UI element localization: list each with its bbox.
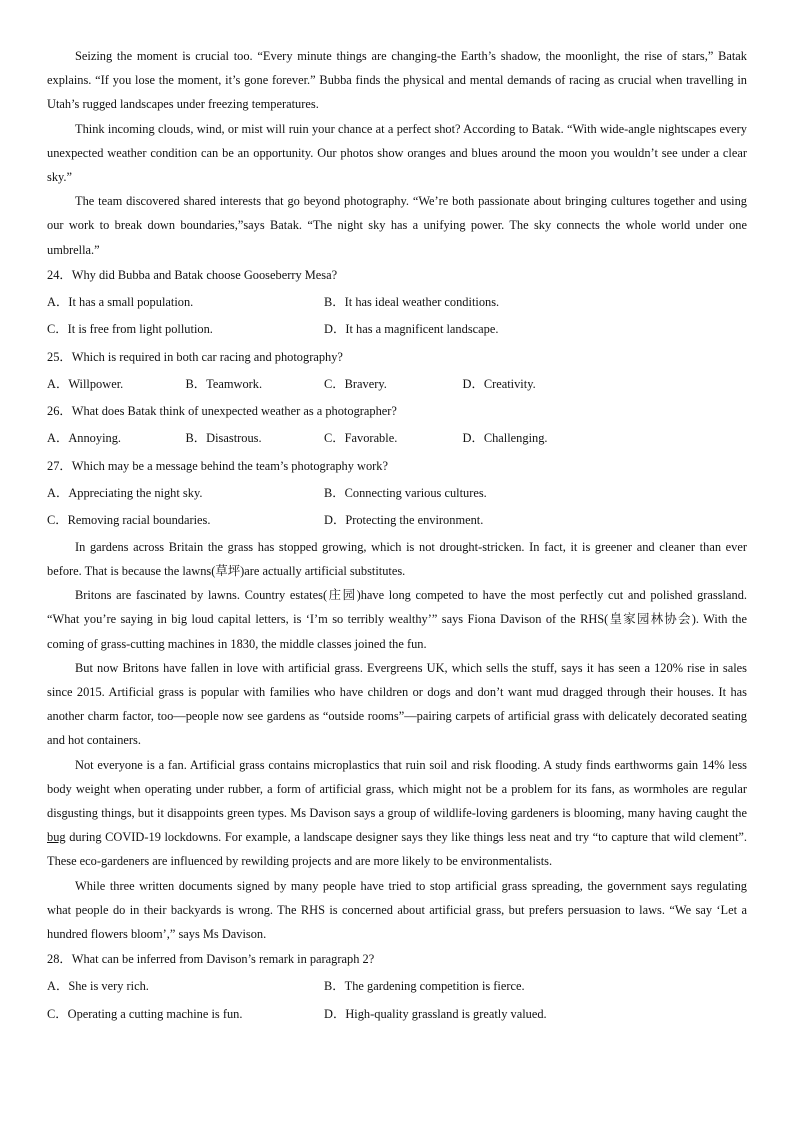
question-28-stem: 28．What can be inferred from Davison’s remark in paragraph 2? bbox=[47, 952, 375, 967]
question-24-stem: 24．Why did Bubba and Batak choose Gooseberry Mesa? bbox=[47, 267, 338, 282]
option-c: C．Removing racial boundaries. bbox=[47, 513, 211, 528]
option-c: C．Bravery. bbox=[324, 376, 387, 391]
question-27-options bbox=[47, 507, 747, 535]
option-a: A．She is very rich. bbox=[47, 979, 149, 994]
paragraph: In gardens across Britain the grass has stopped growing, which is not drought-stricken. In fact, it is greener and cleaner than ever before. That is because the lawns(草坪)are actually artificial substitutes. bbox=[47, 539, 747, 579]
question-25-options bbox=[47, 371, 747, 399]
text-run: during COVID-19 lockdowns. For example, a landscape designer says they like things less neat and try “to capture that wild clement”. These eco-gardeners are influenced by rewilding projects and are more likely to be environmentalists. bbox=[47, 830, 747, 869]
option-c: C．Operating a cutting machine is fun. bbox=[47, 1006, 243, 1021]
option-b: B．Disastrous. bbox=[185, 431, 262, 446]
option-c: C．Favorable. bbox=[324, 431, 398, 446]
question-26-options bbox=[47, 425, 747, 453]
option-c: C．It is free from light pollution. bbox=[47, 322, 213, 337]
option-d: D．High-quality grassland is greatly valued. bbox=[324, 1006, 547, 1021]
text-run: Not everyone is a fan. Artificial grass contains microplastics that ruin soil and risk flooding. A study finds earthworms gain 14% less body weight when operating under rubber, a form of artificial grass, which might not be a problem for its fans, as wormholes are regular disgusting things, but it disappoints green types. Ms Davison says a group of wildlife-loving gardeners is blooming, many having caught the bbox=[47, 757, 747, 821]
underlined-word: bug bbox=[47, 830, 66, 845]
option-d: D．Protecting the environment. bbox=[324, 513, 484, 528]
option-d: D．Challenging. bbox=[462, 431, 548, 446]
question-27-options bbox=[47, 480, 747, 508]
option-d: D．Creativity. bbox=[462, 376, 536, 391]
option-a: A．It has a small population. bbox=[47, 294, 194, 309]
option-a: A．Annoying. bbox=[47, 431, 121, 446]
paragraph: Think incoming clouds, wind, or mist will ruin your chance at a perfect shot? According to Batak. “With wide-angle nightscapes every unexpected weather condition can be an opportunity. Our photos show oranges and blues around the moon you wouldn’t see under a clear sky.” bbox=[47, 121, 747, 185]
paragraph: Britons are fascinated by lawns. Country estates(庄园)have long competed to have the most perfectly cut and polished grassland. “What you’re saying in big loud capital letters, is ‘I’m so terribly wealthy’” says Fiona Davison of the RHS(皇家园林协会). With the coming of grass-cutting machines in 1830, the middle classes joined the fun. bbox=[47, 588, 747, 651]
paragraph bbox=[47, 753, 747, 874]
option-b: B．Connecting various cultures. bbox=[324, 485, 487, 500]
option-a: A．Appreciating the night sky. bbox=[47, 485, 203, 500]
option-b: B．It has ideal weather conditions. bbox=[324, 294, 500, 309]
question-24-options bbox=[47, 316, 747, 344]
question-25-stem: 25．Which is required in both car racing and photography? bbox=[47, 349, 343, 364]
question-28-options bbox=[47, 1001, 747, 1029]
paragraph: Seizing the moment is crucial too. “Every minute things are changing-the Earth’s shadow, the moonlight, the rise of stars,” Batak explains. “If you lose the moment, it’s gone forever.” Bubba finds the physical and mental demands of racing as crucial when travelling in Utah’s rugged landscapes under freezing temperatures. bbox=[47, 49, 747, 112]
option-a: A．Willpower. bbox=[47, 376, 124, 391]
question-28-options bbox=[47, 973, 747, 1001]
exam-page bbox=[47, 44, 747, 1028]
option-d: D．It has a magnificent landscape. bbox=[324, 322, 499, 337]
paragraph: The team discovered shared interests that go beyond photography. “We’re both passionate about bringing cultures together and using our work to break down boundaries,”says Batak. “The night sky has a unifying power. The sky connects the whole world under one umbrella.” bbox=[47, 194, 747, 257]
paragraph: While three written documents signed by many people have tried to stop artificial grass spreading, the government says regulating what people do in their backyards is wrong. The RHS is concerned about artificial grass, but prefers persuasion to laws. “We say ‘Let a hundred flowers bloom’,” says Ms Davison. bbox=[47, 878, 747, 942]
option-b: B．The gardening competition is fierce. bbox=[324, 979, 525, 994]
question-24-options bbox=[47, 289, 747, 317]
option-b: B．Teamwork. bbox=[185, 376, 263, 391]
question-27-stem: 27．Which may be a message behind the team’s photography work? bbox=[47, 458, 388, 473]
question-26-stem: 26．What does Batak think of unexpected weather as a photographer? bbox=[47, 404, 397, 419]
paragraph: But now Britons have fallen in love with artificial grass. Evergreens UK, which sells the stuff, says it has seen a 120% rise in sales since 2015. Artificial grass is popular with families who have children or dogs and don’t want mud dragged through their houses. It has another charm factor, too—people now see gardens as “outside rooms”—pairing carpets of artificial grass with delicately decorated seating and hot containers. bbox=[47, 660, 747, 748]
